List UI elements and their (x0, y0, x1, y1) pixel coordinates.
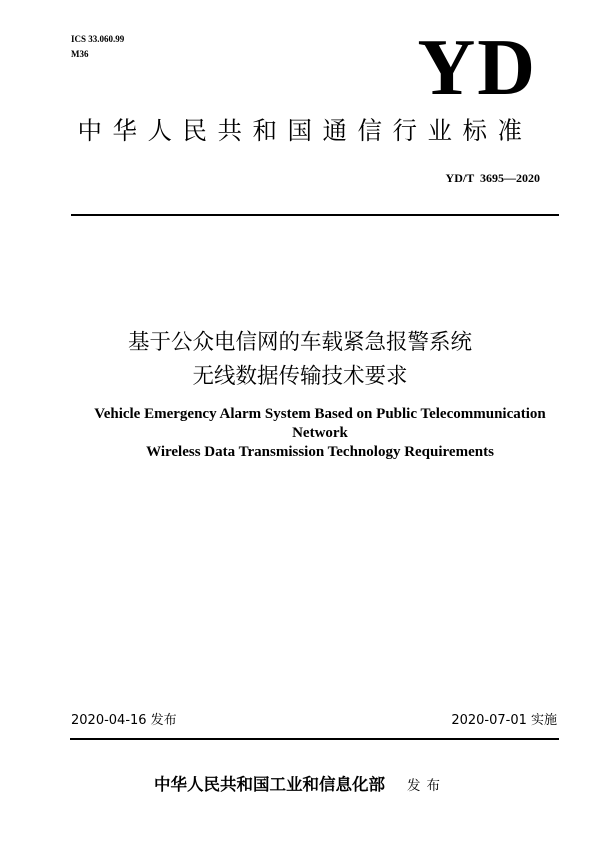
yd-logo: YD (417, 24, 537, 112)
standard-number: YD/T 3695—2020 (445, 171, 540, 185)
publish-label: 发布 (407, 778, 446, 794)
ccs-code: M36 (71, 49, 89, 59)
chinese-title-line-2: 无线数据传输技术要求 (192, 364, 408, 389)
ics-code: ICS 33.060.99 (71, 34, 125, 44)
english-title-line-1: Vehicle Emergency Alarm System Based on Public Telecommunication (94, 406, 546, 422)
header-divider (71, 214, 559, 216)
english-title-line-2: Network (292, 425, 348, 441)
chinese-title-line-1: 基于公众电信网的车载紧急报警系统 (127, 330, 472, 355)
implementation-date: 2020-07-01 实施 (451, 713, 557, 728)
standard-category-heading: 中华人民共和国通信行业标准 (77, 116, 533, 145)
issuer-line (0, 773, 600, 798)
issue-date: 2020-04-16 发布 (71, 713, 177, 728)
english-title-line-3: Wireless Data Transmission Technology Requirements (146, 444, 494, 460)
footer-divider (70, 738, 559, 740)
issuer-name: 中华人民共和国工业和信息化部 (154, 775, 385, 794)
